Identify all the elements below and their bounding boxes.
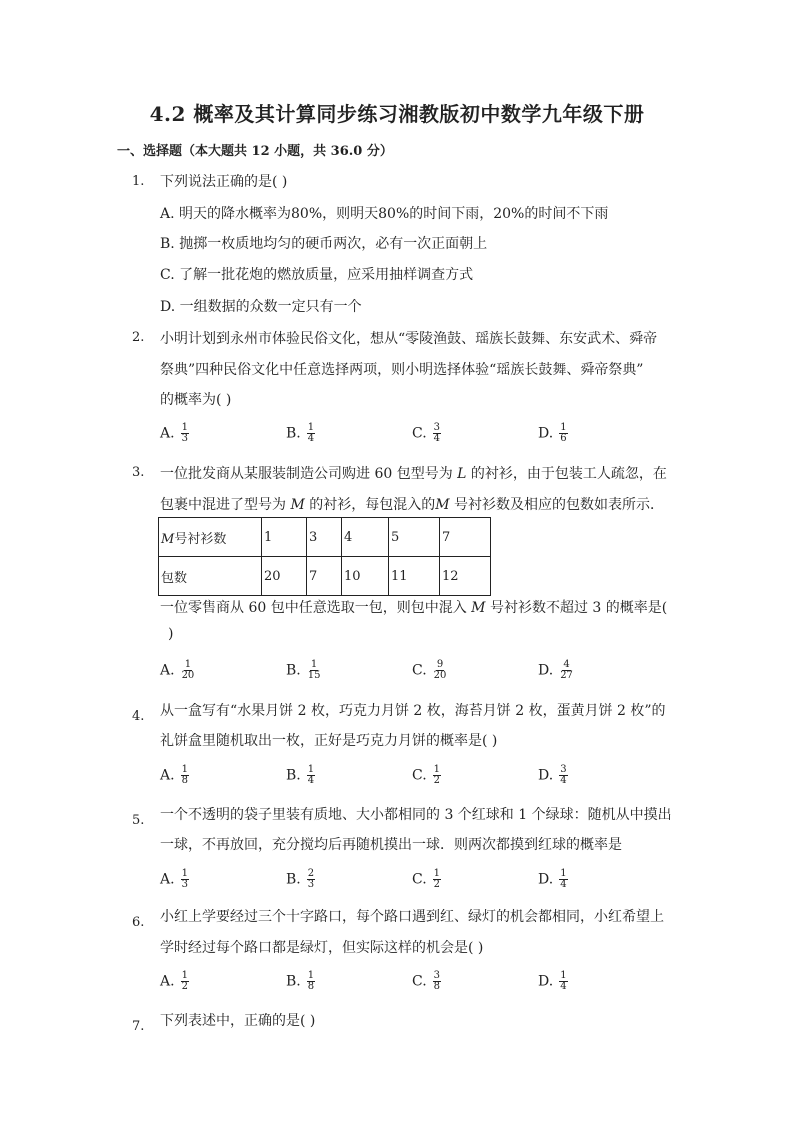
option-label: C. [412,973,427,990]
denominator: 8 [181,775,188,786]
option-b [286,660,321,681]
table-cell: 20 [262,557,307,596]
q1-option-a: A. 明天的降水概率为80%，则明天80%的时间下雨，20%的时间不下雨 [160,206,609,222]
q1-option-c: C. 了解一批花炮的燃放质量，应采用抽样调查方式 [160,267,474,283]
page-title: 4.2 概率及其计算同步练习湘教版初中数学九年级下册 [149,102,645,126]
denominator: 8 [433,981,441,992]
q2-line-2: 祭典”四种民俗文化中任意选择两项，则小明选择体验“瑶族长鼓舞、舜帝祭典” [160,362,644,378]
option-label: B. [286,662,301,679]
fraction [559,660,574,681]
option-c [412,423,441,444]
q1-option-d: D. 一组数据的众数一定只有一个 [160,299,362,315]
q3-line-2 [160,494,664,514]
question-number: 2. [132,330,145,345]
numerator: 1 [307,764,315,775]
option-label: A. [160,767,175,784]
q4-line-1: 从一盒写有“水果月饼 2 枚，巧克力月饼 2 枚，海苔月饼 2 枚，蛋黄月饼 2 枚”的 [160,703,666,719]
fraction [433,423,441,444]
table-cell: 11 [389,557,440,596]
denominator: 2 [433,879,441,890]
option-d [538,765,568,786]
option-a [160,765,189,786]
option-label: A. [160,871,175,888]
numerator: 1 [184,659,192,670]
option-label: D. [538,871,554,888]
fraction [433,971,441,992]
denominator: 3 [307,879,315,890]
option-b [286,765,315,786]
fraction [559,423,567,444]
question-number: 7. [132,1019,145,1034]
q4-line-2: 礼饼盒里随机取出一枚，正好是巧克力月饼的概率是( ) [160,733,498,749]
table-cell: 7 [440,518,491,557]
table-cell: 12 [440,557,491,596]
q1-option-b: B. 抛掷一枚质地均匀的硬币两次，必有一次正面朝上 [160,236,488,252]
numerator: 1 [307,970,315,981]
numerator: 3 [433,970,441,981]
option-label: A. [160,662,175,679]
numerator: 1 [560,970,567,981]
table-cell: 1 [262,518,307,557]
option-c [412,765,441,786]
table-cell: 3 [307,518,342,557]
numerator: 2 [307,868,315,879]
denominator: 4 [433,433,441,444]
q3-var-m-3: M [471,600,486,616]
numerator: 3 [560,764,567,775]
table-header-cell [159,518,262,557]
option-label: A. [160,973,175,990]
denominator: 3 [181,433,188,444]
fraction [559,971,567,992]
fraction [307,971,315,992]
denominator: 20 [433,670,447,681]
question-number: 1. [132,174,145,189]
q3-var-m-2: M [435,497,450,513]
option-label: D. [538,425,554,442]
fraction [307,423,315,444]
numerator: 1 [181,764,188,775]
option-d [538,423,568,444]
option-label: A. [160,425,175,442]
denominator: 6 [560,433,567,444]
q7-stem: 下列表述中，正确的是( ) [160,1013,316,1029]
table-header-text: 号衬衫数 [174,531,227,547]
q2-line-1: 小明计划到永州市体验民俗文化，想从“零陵渔鼓、瑶族长鼓舞、东安武术、舜帝 [160,331,658,347]
numerator: 1 [181,970,188,981]
option-label: D. [538,973,554,990]
denominator: 3 [181,879,188,890]
option-a [160,660,195,681]
fraction [181,869,189,890]
table-row [159,518,491,557]
question-number: 6. [132,915,145,930]
denominator: 27 [560,670,573,681]
option-d [538,971,568,992]
numerator: 3 [433,422,441,433]
q3-line-2-text-a: 包裹中混进了型号为 [160,497,291,513]
fraction [559,869,567,890]
option-label: B. [286,425,301,442]
question-number: 3. [132,465,145,480]
q3-line-2-text-c: 号衬衫数及相应的包数如表所示． [449,497,665,513]
fraction [433,660,448,681]
table-cell: 7 [307,557,342,596]
option-d [538,660,574,681]
option-c [412,869,441,890]
option-b [286,869,315,890]
section-heading: 一、选择题（本大题共 12 小题，共 36.0 分） [117,144,393,159]
option-label: C. [412,662,427,679]
fraction [433,765,441,786]
q3-after-text-b: 号衬衫数不超过 3 的概率是( [485,600,668,616]
numerator: 4 [563,659,570,670]
q3-var-l: L [457,466,467,482]
q6-line-1: 小红上学要经过三个十字路口，每个路口遇到红、绿灯的机会都相同，小红希望上 [160,909,664,925]
fraction [307,660,322,681]
option-b [286,423,315,444]
fraction [181,971,189,992]
question-number: 4. [132,709,145,724]
q3-after-paren: ) [168,626,174,642]
q3-line-2-text-b: 的衬衫，每包混入的 [304,497,436,513]
denominator: 4 [560,981,567,992]
fraction [433,869,441,890]
option-label: B. [286,767,301,784]
option-label: D. [538,662,554,679]
fraction [559,765,567,786]
option-a [160,869,189,890]
fraction [181,660,196,681]
q3-after-text-a: 一位零售商从 60 包中任意选取一包，则包中混入 [160,600,472,616]
question-number: 5. [132,813,145,828]
numerator: 9 [436,659,444,670]
table-row [159,557,491,596]
option-b [286,971,315,992]
option-label: D. [538,767,554,784]
numerator: 1 [181,868,188,879]
q5-line-2: 一球，不再放回，充分搅均后再随机摸出一球．则两次都摸到红球的概率是 [160,837,622,853]
numerator: 1 [560,422,567,433]
table-cell: 5 [389,518,440,557]
fraction [181,765,189,786]
fraction [307,765,315,786]
q2-line-3: 的概率为( ) [160,392,232,408]
denominator: 4 [560,775,567,786]
denominator: 4 [307,433,315,444]
denominator: 2 [433,775,441,786]
table-row-label: 包数 [159,557,262,596]
q3-data-table [158,517,491,596]
option-label: C. [412,767,427,784]
table-cell: 10 [342,557,389,596]
numerator: 1 [433,764,441,775]
q5-line-1: 一个不透明的袋子里装有质地、大小都相同的 3 个红球和 1 个绿球：随机从中摸出 [160,807,672,823]
option-c [412,971,441,992]
q3-line-1 [160,463,667,483]
q3-after-table [160,597,667,617]
denominator: 4 [560,879,567,890]
denominator: 20 [181,670,195,681]
numerator: 1 [307,422,315,433]
table-cell: 4 [342,518,389,557]
fraction [181,423,189,444]
numerator: 1 [181,422,188,433]
fraction [307,869,315,890]
denominator: 4 [307,775,315,786]
q3-line-1-text-a: 一位批发商从某服装制造公司购进 60 包型号为 [160,466,458,482]
option-a [160,971,189,992]
option-label: C. [412,871,427,888]
option-label: C. [412,425,427,442]
table-var-m: M [161,531,175,547]
q6-line-2: 学时经过每个路口都是绿灯，但实际这样的机会是( ) [160,940,484,956]
denominator: 8 [307,981,315,992]
option-a [160,423,189,444]
option-c [412,660,447,681]
option-d [538,869,568,890]
q3-var-m: M [290,497,305,513]
option-label: B. [286,871,301,888]
option-label: B. [286,973,301,990]
denominator: 2 [181,981,188,992]
q3-line-1-text-b: 的衬衫，由于包装工人疏忽，在 [466,466,667,482]
numerator: 1 [310,659,318,670]
denominator: 15 [307,670,321,681]
question-stem: 下列说法正确的是( ) [160,174,288,190]
numerator: 1 [560,868,567,879]
numerator: 1 [433,868,441,879]
